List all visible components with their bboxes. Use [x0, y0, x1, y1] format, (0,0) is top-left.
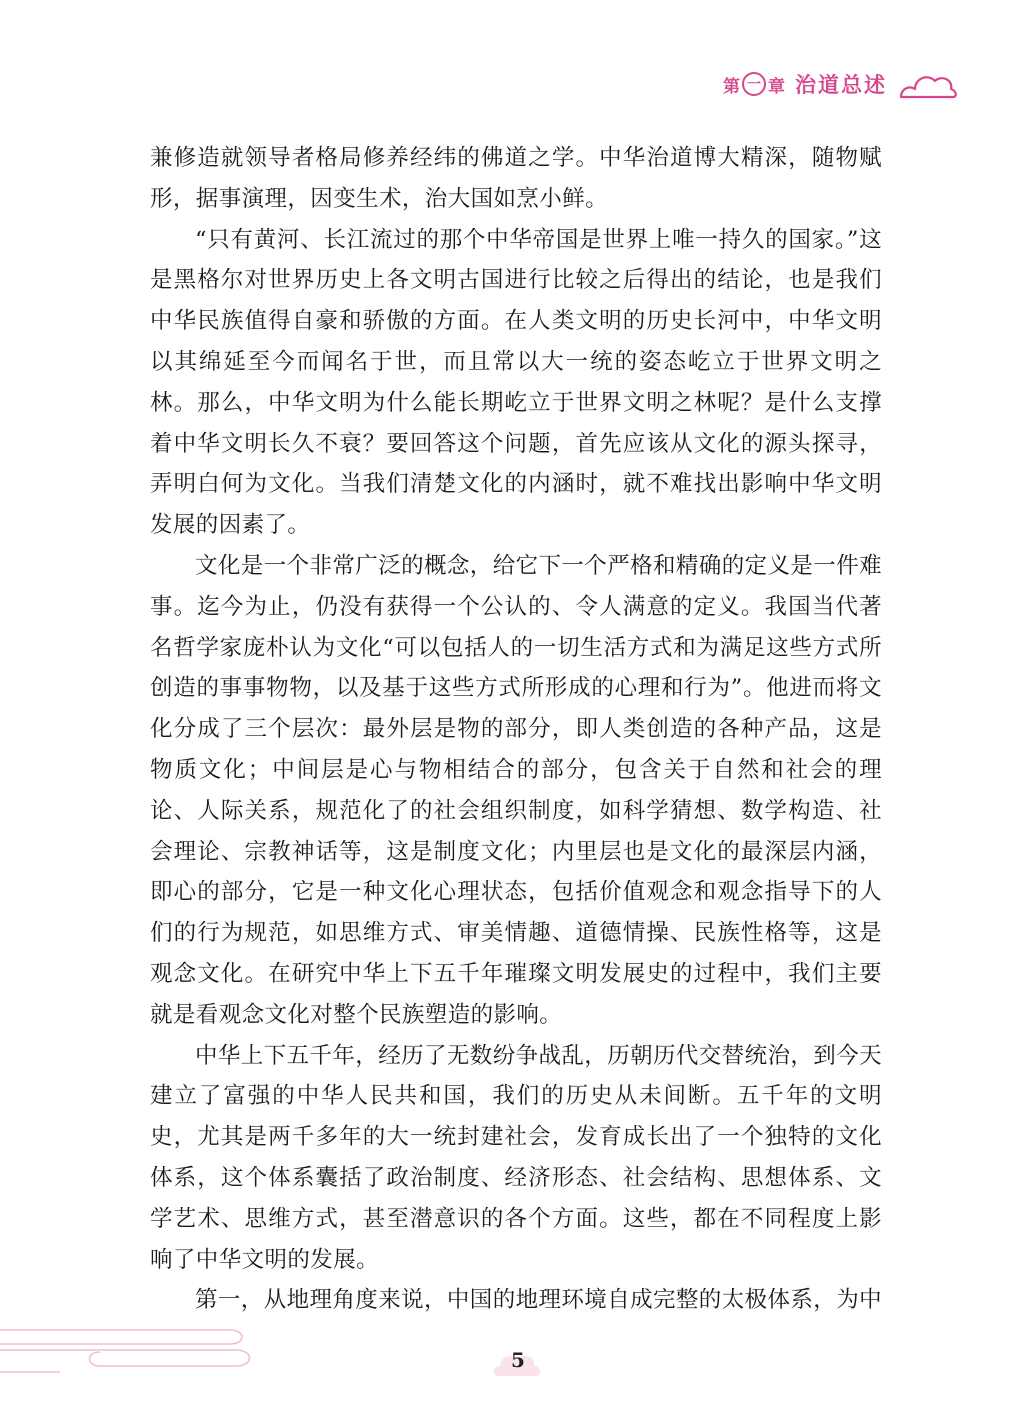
chapter-number: 一 — [742, 72, 766, 96]
paragraph-continued: 兼修造就领导者格局修养经纬的佛道之学。中华治道博大精深，随物赋形，据事演理，因变生术，治大国如烹小鲜。 — [150, 145, 882, 212]
footer-ribbon-decoration — [0, 1322, 260, 1382]
paragraph: “只有黄河、长江流过的那个中华帝国是世界上唯一持久的国家。”这是黑格尔对世界历史上各文明古国进行比较之后得出的结论，也是我们中华民族值得自豪和骄傲的方面。在人类文明的历史长河中，中华文明以其绵延至今而闻名于世，而且常以大一统的姿态屹立于世界文明之林。那么，中华文明为什么能长期屹立于世界文明之林呢？是什么支撑着中华文明长久不衰？要回答这个问题，首先应该从文化的源头探寻，弄明白何为文化。当我们清楚文化的内涵时，就不难找出影响中华文明发展的因素了。 — [150, 226, 882, 539]
paragraph: 中华上下五千年，经历了无数纷争战乱，历朝历代交替统治，到今天建立了富强的中华人民共和国，我们的历史从未间断。五千年的文明史，尤其是两千多年的大一统封建社会，发育成长出了一个独特的文化体系，这个体系囊括了政治制度、经济形态、社会结构、思想体系、文学艺术、思维方式，甚至潜意识的各个方面。这些，都在不同程度上影响了中华文明的发展。 — [150, 1042, 883, 1273]
page-number-block — [488, 1344, 548, 1384]
paragraph: 第一，从地理角度来说，中国的地理环境自成完整的太极体系，为中 — [195, 1287, 883, 1314]
page-number: 5 — [511, 1348, 525, 1372]
chapter-title: 治道总述 — [795, 73, 887, 97]
running-header — [723, 64, 959, 104]
cloud-ornament-icon — [897, 67, 959, 101]
chapter-badge — [723, 72, 785, 97]
article-body — [150, 138, 882, 1321]
chapter-suffix: 章 — [768, 76, 785, 97]
chapter-prefix: 第 — [723, 76, 740, 97]
paragraph: 文化是一个非常广泛的概念，给它下一个严格和精确的定义是一件难事。迄今为止，仍没有获得一个公认的、令人满意的定义。我国当代著名哲学家庞朴认为文化“可以包括人的一切生活方式和为满足这些方式所创造的事事物物，以及基于这些方式所形成的心理和行为”。他进而将文化分成了三个层次：最外层是物的部分，即人类创造的各种产品，这是物质文化；中间层是心与物相结合的部分，包含关于自然和社会的理论、人际关系，规范化了的社会组织制度，如科学猜想、数学构造、社会理论、宗教神话等，这是制度文化；内里层也是文化的最深层内涵，即心的部分，它是一种文化心理状态，包括价值观念和观念指导下的人们的行为规范，如思维方式、审美情趣、道德情操、民族性格等，这是观念文化。在研究中华上下五千年璀璨文明发展史的过程中，我们主要就是看观念文化对整个民族塑造的影响。 — [150, 552, 883, 1028]
